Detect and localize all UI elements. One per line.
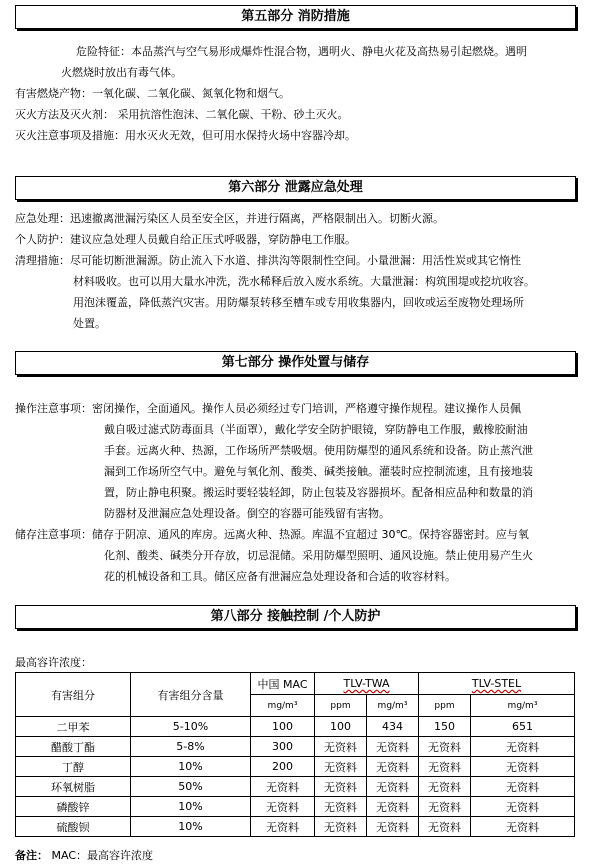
cell-component: 醋酸丁酯	[16, 737, 131, 757]
cell-twa-ppm: 无资料	[315, 757, 367, 777]
section-5-header	[15, 5, 576, 29]
tlv-stel-label: TLV-STEL	[471, 677, 522, 690]
note-label: 备注：	[15, 849, 48, 862]
cell-mac: 200	[251, 757, 315, 777]
cell-content: 10%	[131, 797, 251, 817]
cell-twa-mg: 无资料	[367, 817, 419, 837]
s7-line-6: 防器材及泄漏应急处理设备。倒空的容器可能残留有害物。	[104, 507, 390, 520]
cell-stel-mg: 651	[471, 717, 575, 737]
unit-stel-ppm: ppm	[419, 695, 471, 717]
header-tlv-twa	[315, 673, 419, 695]
section-7-header	[15, 351, 576, 375]
cell-twa-ppm: 100	[315, 717, 367, 737]
cell-content: 5-8%	[131, 737, 251, 757]
s7-line-7: 储存注意事项：储存于阴凉、通风的库房。远离火种、热源。库温不宜超过 30℃。保持容器密封。应与氧	[15, 528, 529, 541]
section-6-title: 第六部分 泄露应急处理	[228, 180, 363, 195]
cell-twa-ppm: 无资料	[315, 777, 367, 797]
table-note	[15, 849, 153, 863]
s6-line-6: 处置。	[73, 317, 106, 330]
cell-mac: 无资料	[251, 817, 315, 837]
s7-line-3: 手套。远离火种、热源，工作场所严禁吸烟。使用防爆型的通风系统和设备。防止蒸汽泄	[104, 444, 533, 457]
exposure-limits-table	[15, 672, 575, 837]
s5-line-4: 灭火方法及灭火剂： 采用抗溶性泡沫、二氧化碳、干粉、砂土灭火。	[15, 108, 349, 121]
s6-line-3: 清理措施：尽可能切断泄漏源。防止流入下水道、排洪沟等限制性空间。小量泄漏：用活性炭或其它惰性	[15, 254, 521, 267]
table-label: 最高容许浓度：	[15, 656, 92, 669]
s6-line-4: 材料吸收。也可以用大量水冲洗，洗水稀释后放入废水系统。大量泄漏：构筑围堤或挖坑收容。	[73, 275, 535, 288]
cell-twa-mg: 无资料	[367, 757, 419, 777]
cell-twa-ppm: 无资料	[315, 797, 367, 817]
cell-stel-mg: 无资料	[471, 817, 575, 837]
cell-twa-mg: 434	[367, 717, 419, 737]
note-text: MAC：最高容许浓度	[48, 849, 153, 862]
header-component: 有害组分	[16, 673, 131, 717]
cell-content: 5-10%	[131, 717, 251, 737]
table-row	[16, 777, 575, 797]
cell-stel-mg: 无资料	[471, 737, 575, 757]
cell-twa-mg: 无资料	[367, 777, 419, 797]
cell-component: 磷酸锌	[16, 797, 131, 817]
s5-line-1: 危险特征：本品蒸汽与空气易形成爆炸性混合物，遇明火、静电火花及高热易引起燃烧。遇明	[76, 45, 527, 58]
s7-line-4: 漏到工作场所空气中。避免与氧化剂、酸类、碱类接触。灌装时应控制流速，且有接地装	[104, 465, 533, 478]
cell-stel-ppm: 无资料	[419, 817, 471, 837]
cell-stel-ppm: 无资料	[419, 757, 471, 777]
s6-line-1: 应急处理：迅速撤离泄漏污染区人员至安全区，并进行隔离，严格限制出入。切断火源。	[15, 212, 444, 225]
section-6-header	[15, 176, 576, 200]
header-mac: 中国 MAC	[251, 673, 315, 695]
s7-line-2: 戴自吸过滤式防毒面具（半面罩），戴化学安全防护眼镜，穿防静电工作服，戴橡胶耐油	[104, 423, 528, 436]
cell-component: 环氧树脂	[16, 777, 131, 797]
s6-line-2: 个人防护：建议应急处理人员戴自给正压式呼吸器，穿防静电工作服。	[15, 233, 356, 246]
section-8-title: 第八部分 接触控制 /个人防护	[210, 609, 381, 624]
cell-stel-ppm: 无资料	[419, 737, 471, 757]
cell-component: 二甲苯	[16, 717, 131, 737]
section-7-title: 第七部分 操作处置与储存	[221, 355, 370, 370]
cell-content: 10%	[131, 757, 251, 777]
s5-line-2: 火燃烧时放出有毒气体。	[61, 66, 182, 79]
s7-line-8: 化剂、酸类、碱类分开存放，切忌混储。采用防爆型照明、通风设施。禁止使用易产生火	[104, 549, 533, 562]
cell-content: 10%	[131, 817, 251, 837]
cell-twa-mg: 无资料	[367, 737, 419, 757]
s5-line-5: 灭火注意事项及措施：用水灭火无效，但可用水保持火场中容器冷却。	[15, 129, 356, 142]
cell-stel-mg: 无资料	[471, 777, 575, 797]
tlv-twa-label: TLV-TWA	[343, 677, 390, 690]
header-tlv-stel	[419, 673, 575, 695]
cell-stel-mg: 无资料	[471, 757, 575, 777]
table-row	[16, 737, 575, 757]
section-5-title: 第五部分 消防措施	[241, 9, 350, 24]
unit-twa-mgm3: mg/m³	[367, 695, 419, 717]
cell-twa-ppm: 无资料	[315, 737, 367, 757]
cell-twa-ppm: 无资料	[315, 817, 367, 837]
s6-line-5: 用泡沫覆盖，降低蒸汽灾害。用防爆泵转移至槽车或专用收集器内，回收或运至废物处理场所	[73, 296, 524, 309]
unit-twa-ppm: ppm	[315, 695, 367, 717]
cell-component: 丁醇	[16, 757, 131, 777]
cell-mac: 300	[251, 737, 315, 757]
s7-line-1: 操作注意事项：密闭操作，全面通风。操作人员必须经过专门培训，严格遵守操作规程。建议操作人员佩	[15, 402, 521, 415]
table-row	[16, 717, 575, 737]
cell-content: 50%	[131, 777, 251, 797]
cell-stel-ppm: 无资料	[419, 797, 471, 817]
cell-twa-mg: 无资料	[367, 797, 419, 817]
table-row	[16, 757, 575, 777]
cell-stel-mg: 无资料	[471, 797, 575, 817]
cell-mac: 无资料	[251, 777, 315, 797]
unit-mac-mgm3: mg/m³	[251, 695, 315, 717]
cell-component: 硫酸钡	[16, 817, 131, 837]
s7-line-5: 置，防止静电积聚。搬运时要轻装轻卸，防止包装及容器损坏。配备相应品种和数量的消	[104, 486, 533, 499]
cell-mac: 100	[251, 717, 315, 737]
unit-stel-mgm3: mg/m³	[471, 695, 575, 717]
header-content: 有害组分含量	[131, 673, 251, 717]
cell-stel-ppm: 150	[419, 717, 471, 737]
s5-line-3: 有害燃烧产物：一氧化碳、二氧化碳、氮氧化物和烟气。	[15, 87, 290, 100]
cell-stel-ppm: 无资料	[419, 777, 471, 797]
table-row	[16, 817, 575, 837]
table-row	[16, 797, 575, 817]
s7-line-9: 花的机械设备和工具。储区应备有泄漏应急处理设备和合适的收容材料。	[104, 570, 456, 583]
section-8-header	[15, 605, 576, 629]
cell-mac: 无资料	[251, 797, 315, 817]
